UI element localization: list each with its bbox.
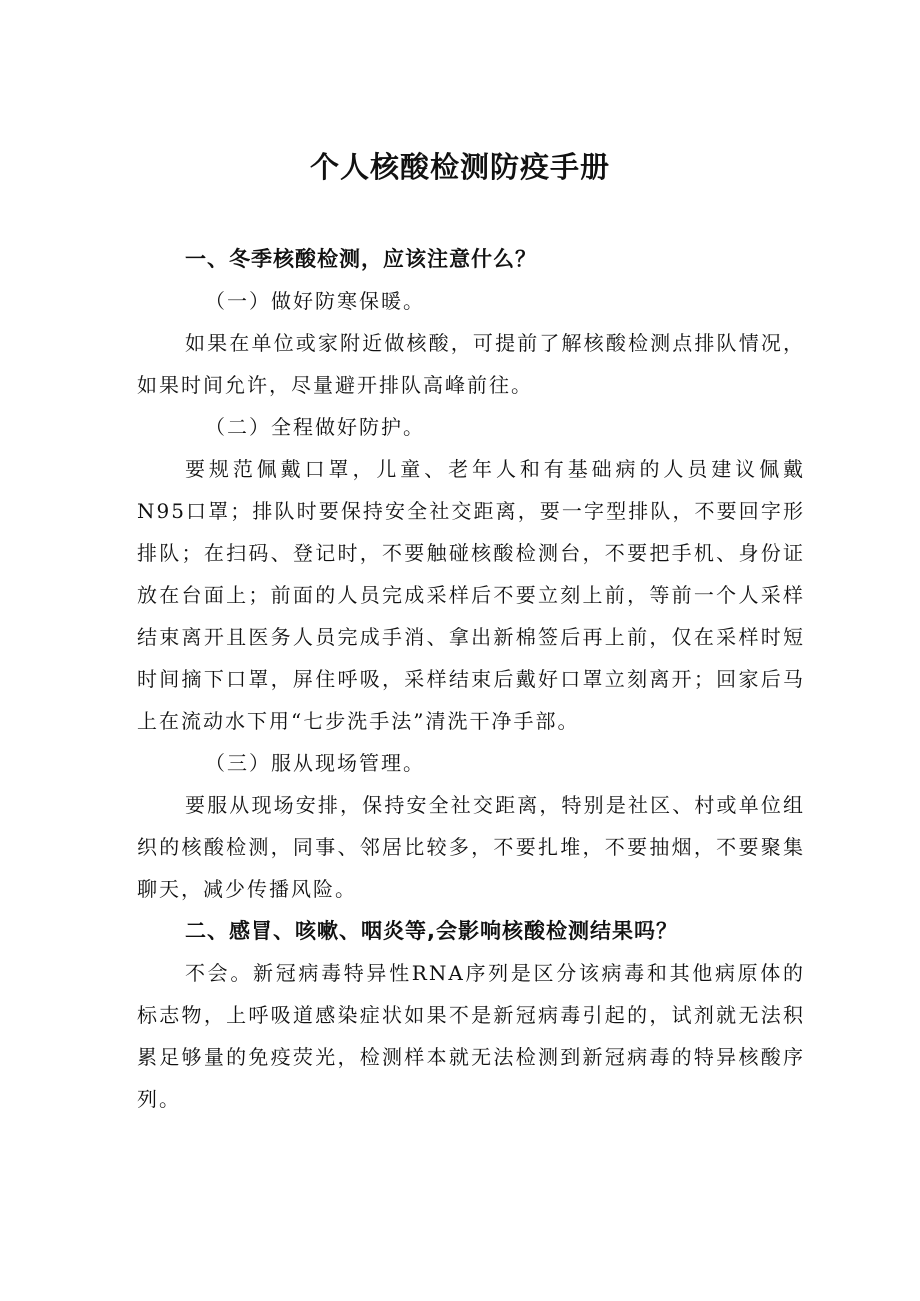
section-1-subheading-2: （二）全程做好防护。 <box>205 415 425 439</box>
section-2-heading: 二、感冒、咳嗽、咽炎等,会影响核酸检测结果吗？ <box>185 919 678 943</box>
section-1-heading: 一、冬季核酸检测，应该注意什么？ <box>185 247 537 271</box>
section-1-paragraph-2: 要规范佩戴口罩，儿童、老年人和有基础病的人员建议佩戴N95口罩；排队时要保持安全社交距离，要一字型排队，不要回字形排队；在扫码、登记时，不要触碰核酸检测台，不要把手机、身份证放在台面上；前面的人员完成采样后不要立刻上前，等前一个人采样结束离开且医务人员完成手消、拿出新棉签后再上前，仅在采样时短时间摘下口罩，屏住呼吸，采样结束后戴好口罩立刻离开；回家后马上在流动水下用“七步洗手法”清洗干净手部。 <box>137 457 805 733</box>
section-2-paragraph-1: 不会。新冠病毒特异性RNA序列是区分该病毒和其他病原体的标志物，上呼吸道感染症状如果不是新冠病毒引起的，试剂就无法积累足够量的免疫荧光，检测样本就无法检测到新冠病毒的特异核酸序列。 <box>137 961 805 1111</box>
section-1-subheading-1: （一）做好防寒保暖。 <box>205 289 425 313</box>
document-title: 个人核酸检测防疫手册 <box>309 150 610 184</box>
document-body <box>137 238 805 1120</box>
section-1-paragraph-1: 如果在单位或家附近做核酸，可提前了解核酸检测点排队情况，如果时间允许，尽量避开排队高峰前往。 <box>137 331 805 397</box>
section-1-paragraph-3: 要服从现场安排，保持安全社交距离，特别是社区、村或单位组织的核酸检测，同事、邻居比较多，不要扎堆，不要抽烟，不要聚集聊天，减少传播风险。 <box>137 793 805 901</box>
section-1-subheading-3: （三）服从现场管理。 <box>205 751 425 775</box>
